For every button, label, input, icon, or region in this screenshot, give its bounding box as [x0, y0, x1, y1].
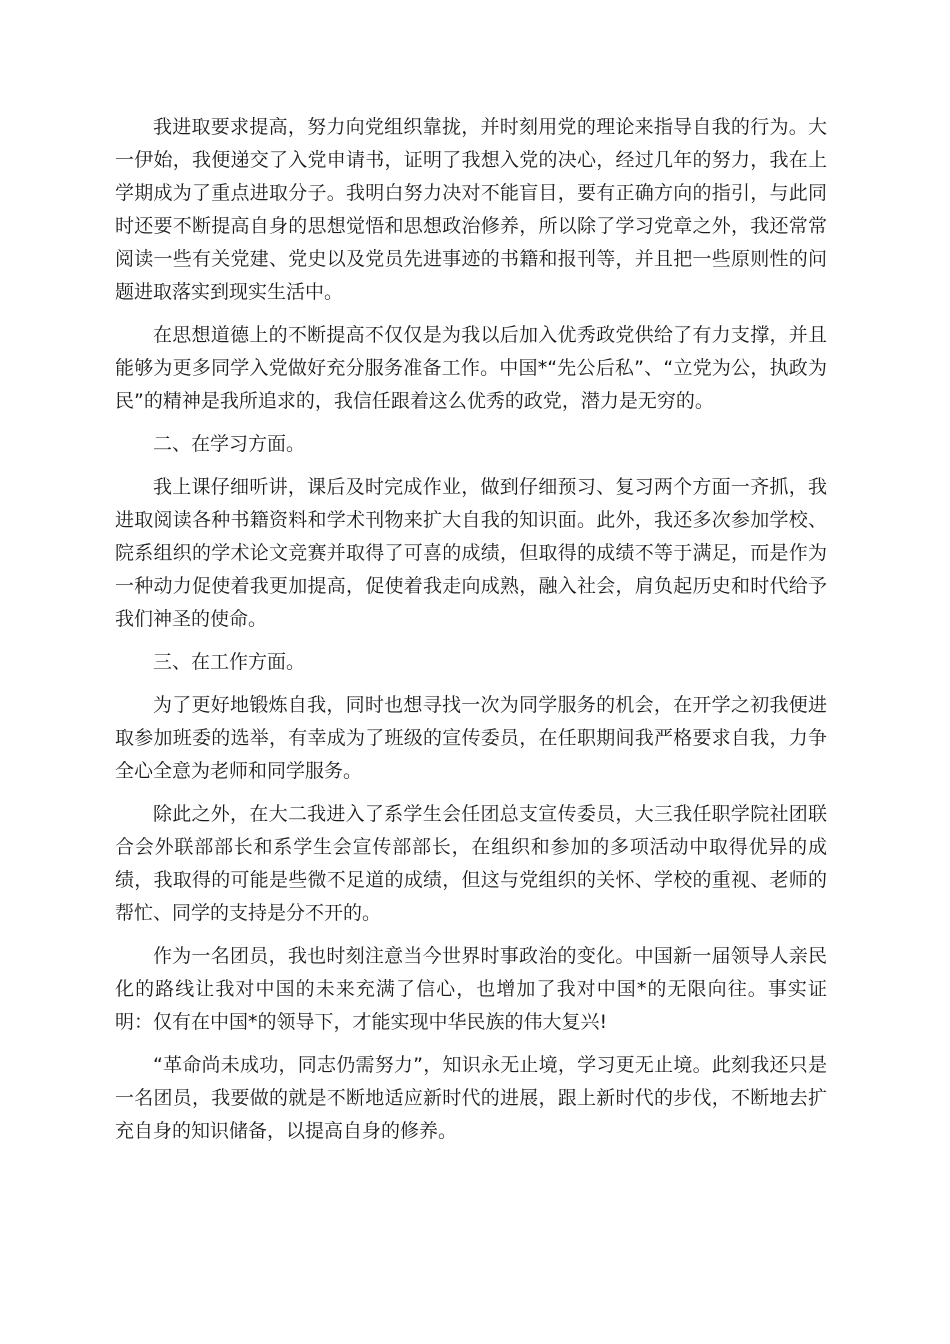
- paragraph-party-progress: 我进取要求提高，努力向党组织靠拢，并时刻用党的理论来指导自我的行为。大一伊始，我便递交了入党申请书，证明了我想入党的决心，经过几年的努力，我在上学期成为了重点进取分子。我明白努力决对不能盲目，要有正确方向的指引，与此同时还要不断提高自身的思想觉悟和思想政治修养，所以除了学习党章之外，我还常常阅读一些有关党建、党史以及党员先进事迹的书籍和报刊等，并且把一些原则性的问题进取落实到现实生活中。: [115, 116, 827, 303]
- paragraph-work-student-union: 除此之外，在大二我进入了系学生会任团总支宣传委员，大三我任职学院社团联合会外联部部长和系学生会宣传部部长，在组织和参加的多项活动中取得优异的成绩，我取得的可能是些微不足道的成绩，但这与党组织的关怀、学校的重视、老师的帮忙、同学的支持是分不开的。: [115, 803, 827, 924]
- paragraph-work-class-committee: 为了更好地锻炼自我，同时也想寻找一次为同学服务的机会，在开学之初我便进取参加班委的选举，有幸成为了班级的宣传委员，在任职期间我严格要求自我，力争全心全意为老师和同学服务。: [115, 694, 827, 782]
- paragraph-conclusion: “革命尚未成功，同志仍需努力”，知识永无止境，学习更无止境。此刻我还只是一名团员，我要做的就是不断地适应新时代的进展，跟上新时代的步伐，不断地去扩充自身的知识储备，以提高自身的修养。: [115, 1054, 827, 1142]
- paragraph-moral-improvement: 在思想道德上的不断提高不仅仅是为我以后加入优秀政党供给了有力支撑，并且能够为更多同学入党做好充分服务准备工作。中国*“先公后私”、“立党为公，执政为民”的精神是我所追求的，我信任跟着这么优秀的政党，潜力是无穷的。: [115, 324, 827, 412]
- section-heading-study: 二、在学习方面。: [153, 433, 306, 455]
- paragraph-current-affairs: 作为一名团员，我也时刻注意当今世界时事政治的变化。中国新一届领导人亲民化的路线让我对中国的未来充满了信心，也增加了我对中国*的无限向往。事实证明：仅有在中国*的领导下，才能实现中华民族的伟大复兴!: [115, 945, 827, 1033]
- paragraph-study: 我上课仔细听讲，课后及时完成作业，做到仔细预习、复习两个方面一齐抓，我进取阅读各种书籍资料和学术刊物来扩大自我的知识面。此外，我还多次参加学校、院系组织的学术论文竞赛并取得了可喜的成绩，但取得的成绩不等于满足，而是作为一种动力促使着我更加提高，促使着我走向成熟，融入社会，肩负起历史和时代给予我们神圣的使命。: [115, 476, 827, 630]
- section-heading-work: 三、在工作方面。: [153, 651, 306, 673]
- document-body: [115, 111, 827, 1158]
